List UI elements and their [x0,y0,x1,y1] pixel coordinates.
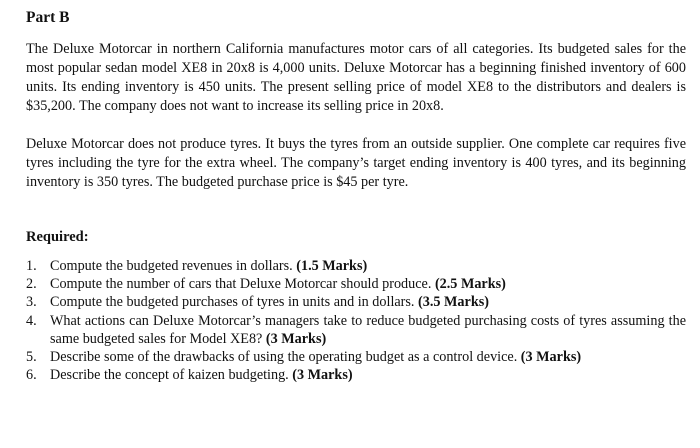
task-body [50,275,686,293]
task-marks: (2.5 Marks) [434,276,506,293]
task-text: Describe the concept of kaizen budgeting. [50,367,289,384]
task-list [26,257,686,384]
required-label: Required: [26,229,89,245]
task-text: Compute the number of cars that Deluxe Motorcar should produce. [50,276,432,293]
task-text: What actions can Deluxe Motorcar’s managers take to reduce budgeted purchasing costs of tyres assuming the same budgeted sales for Model XE8? [50,312,686,347]
task-number: 3. [26,294,37,311]
task-item [26,275,686,293]
task-text: Compute the budgeted purchases of tyres in units and in dollars. [50,294,415,311]
section-heading: Part B [26,9,70,26]
task-item [26,348,686,366]
task-body [50,348,686,366]
task-body [50,257,686,275]
task-text: Describe some of the drawbacks of using the operating budget as a control device. [50,349,518,366]
task-marks: (3.5 Marks) [418,294,489,311]
task-text: Compute the budgeted revenues in dollars. [50,258,293,274]
task-item [26,366,686,384]
task-number: 1. [26,258,37,274]
task-number: 4. [26,312,37,329]
task-body [50,312,686,348]
task-body [50,366,686,384]
paragraph-intro: The Deluxe Motorcar in northern California manufactures motor cars of all categories. Its budgeted sales for the most popular sedan model XE8 in 20x8 is 4,000 units. Deluxe Motorcar has a beginning finished inventory of 600 units. Its ending inventory is 450 units. The present selling price of model XE8 to the distributors and dealers is $35,200. The company does not want to increase its selling price in 20x8. [26,41,686,114]
task-item [26,312,686,348]
paragraph-tyres: Deluxe Motorcar does not produce tyres. It buys the tyres from an outside supplier. One complete car requires five tyres including the tyre for the extra wheel. The company’s target ending inventory is 400 tyres, and its beginning inventory is 350 tyres. The budgeted purchase price is $45 per tyre. [26,136,686,190]
task-number: 5. [26,349,37,366]
task-body [50,293,686,311]
task-item [26,257,686,275]
task-number: 2. [26,276,37,293]
task-number: 6. [26,367,37,384]
task-marks: (1.5 Marks) [296,258,368,274]
task-marks: (3 Marks) [292,367,353,384]
task-marks: (3 Marks) [520,349,582,366]
task-marks: (3 Marks) [265,330,327,347]
task-item [26,293,686,311]
